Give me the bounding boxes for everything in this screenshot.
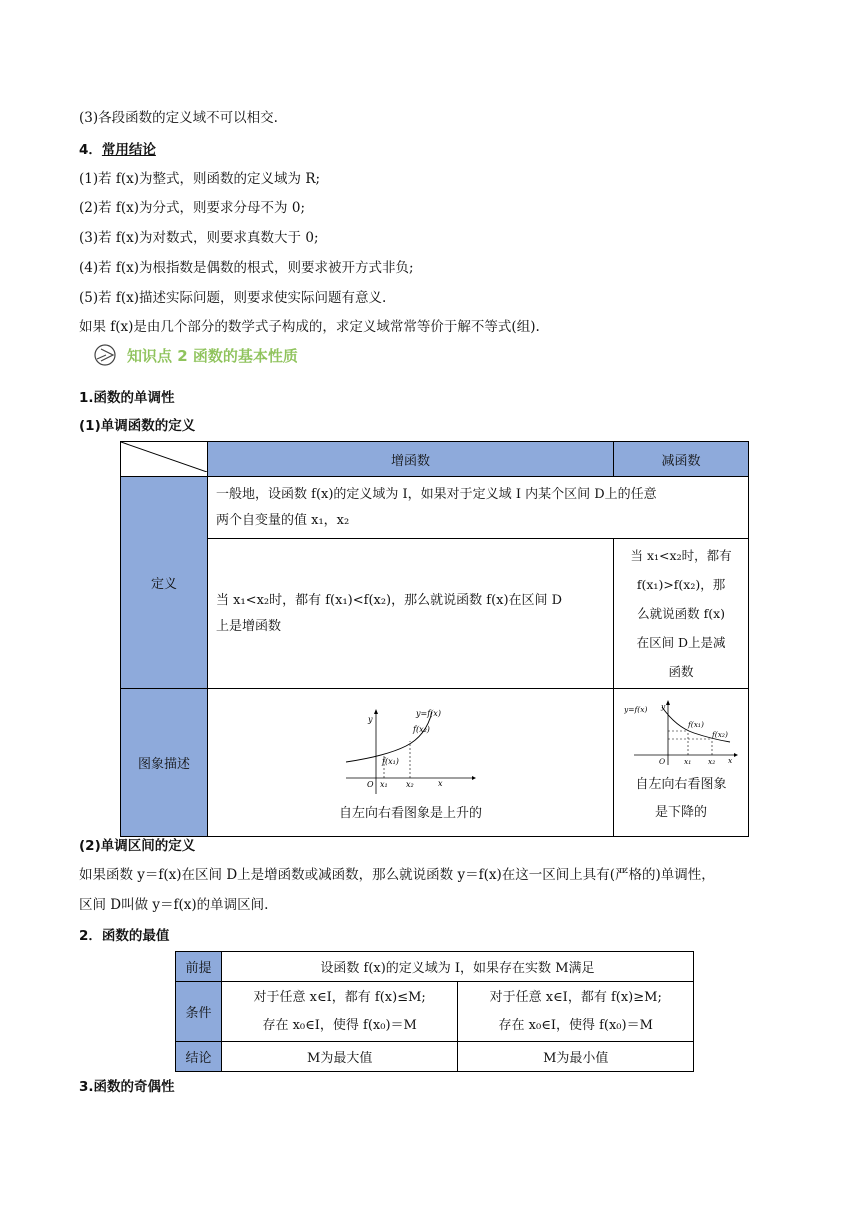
row-label-definition: 定义 [121,477,208,689]
max-condition-cell [221,982,458,1042]
dec-def-line: f(x₁)>f(x₂)，那 [636,577,726,592]
increasing-function-graph [346,706,476,796]
x-label: x [437,779,443,788]
min-conclusion: M为最小值 [458,1042,694,1072]
fx1-label: f(x₁) [687,719,704,729]
x-label: x [727,755,732,765]
heading-text: 常用结论 [101,142,156,158]
premise-text: 设函数 f(x)的定义域为 I，如果存在实数 M满足 [221,952,693,982]
y-label: y [367,715,373,724]
y-label: y [660,701,665,711]
paragraph-line: 如果函数 y＝f(x)在区间 D上是增函数或减函数，那么就说函数 y＝f(x)在这一区间上具有(严格的)单调性， [79,867,715,883]
increasing-definition-cell [208,539,614,689]
knowledge-point-header [93,343,298,367]
fx1-label: f(x₁) [381,757,399,766]
text-line: (3)若 f(x)为对数式，则要求真数大于 0; [79,230,319,246]
text-line: 如果 f(x)是由几个部分的数学式子构成的，求定义域常常等价于解不等式(组). [79,319,540,335]
common-definition-cell [208,477,749,539]
curve-label: y=f(x) [623,704,647,714]
y-axis-arrow [374,709,378,714]
diagonal-header-cell [121,442,208,477]
max-cond-line: 存在 x₀∈I，使得 f(x₀)＝M [262,1017,417,1033]
origin-label: O [366,780,374,789]
subsection-title: (1)单调函数的定义 [79,418,196,434]
x1-label: x₁ [379,780,388,789]
knowledge-point-title: 知识点 2 函数的基本性质 [127,346,298,365]
inc-def-line-1: 当 x₁<x₂时，都有 f(x₁)<f(x₂)，那么就说函数 f(x)在区间 D [216,592,563,608]
max-conclusion: M为最大值 [221,1042,458,1072]
monotonicity-table [120,441,749,837]
increasing-graph-cell [208,689,614,837]
caption-line: 是下降的 [655,804,708,820]
heading-number: 4． [79,142,102,158]
paragraph-line: 区间 D叫做 y＝f(x)的单调区间. [79,897,269,913]
decreasing-graph-caption [614,771,748,827]
max-cond-line: 对于任意 x∈I，都有 f(x)≤M; [253,989,426,1005]
dec-def-line: 么就说函数 f(x) [637,606,726,621]
increasing-curve [346,712,432,762]
diagonal-line [121,442,207,472]
increasing-graph-caption: 自左向右看图象是上升的 [339,806,483,821]
condition-label: 条件 [176,982,222,1042]
decreasing-graph-cell [614,689,749,837]
text-line: (5)若 f(x)描述实际问题，则要求使实际问题有意义. [79,290,387,306]
x1-label: x₁ [683,756,691,766]
section-title: 2．函数的最值 [79,928,170,944]
dec-def-line: 当 x₁<x₂时，都有 [630,548,732,563]
text-line: (1)若 f(x)为整式，则函数的定义域为 R; [79,171,321,187]
common-def-line-1: 一般地，设函数 f(x)的定义域为 I，如果对于定义域 I 内某个区间 D上的任意 [216,486,657,502]
x-axis-arrow [734,753,738,757]
inc-def-line-2: 上是增函数 [216,618,282,634]
y-axis-arrow [666,700,670,705]
row-label-graph: 图象描述 [121,689,208,837]
common-def-line-2: 两个自变量的值 x₁，x₂ [216,512,350,528]
header-increasing: 增函数 [208,442,614,477]
conclusion-label: 结论 [176,1042,222,1072]
decreasing-definition-cell [614,539,749,689]
section-title: 1.函数的单调性 [79,390,175,406]
decreasing-function-graph [624,699,739,771]
origin-label: O [658,756,665,766]
play-icon [93,343,121,367]
fx2-label: f(x₂) [412,725,430,734]
text-line: (3)各段函数的定义域不可以相交. [79,110,278,126]
extreme-value-table [175,951,694,1072]
text-line: (4)若 f(x)为根指数是偶数的根式，则要求被开方式非负; [79,260,414,276]
min-cond-line: 存在 x₀∈I，使得 f(x₀)＝M [498,1017,653,1033]
dec-def-line: 在区间 D上是减 [636,635,726,650]
text-line: (2)若 f(x)为分式，则要求分母不为 0; [79,200,305,216]
caption-line: 自左向右看图象 [635,776,727,792]
x2-label: x₂ [707,756,715,766]
curve-label: y=f(x) [415,709,441,718]
min-condition-cell [458,982,694,1042]
header-decreasing: 减函数 [614,442,749,477]
dec-def-line: 函数 [668,664,694,679]
premise-label: 前提 [176,952,222,982]
fx2-label: f(x₂) [711,729,728,739]
x2-label: x₂ [405,780,414,789]
x-axis-arrow [472,776,476,780]
section-title: 3.函数的奇偶性 [79,1079,175,1095]
heading-common-conclusions [79,138,156,158]
min-cond-line: 对于任意 x∈I，都有 f(x)≥M; [489,989,662,1005]
subsection-title: (2)单调区间的定义 [79,838,196,854]
